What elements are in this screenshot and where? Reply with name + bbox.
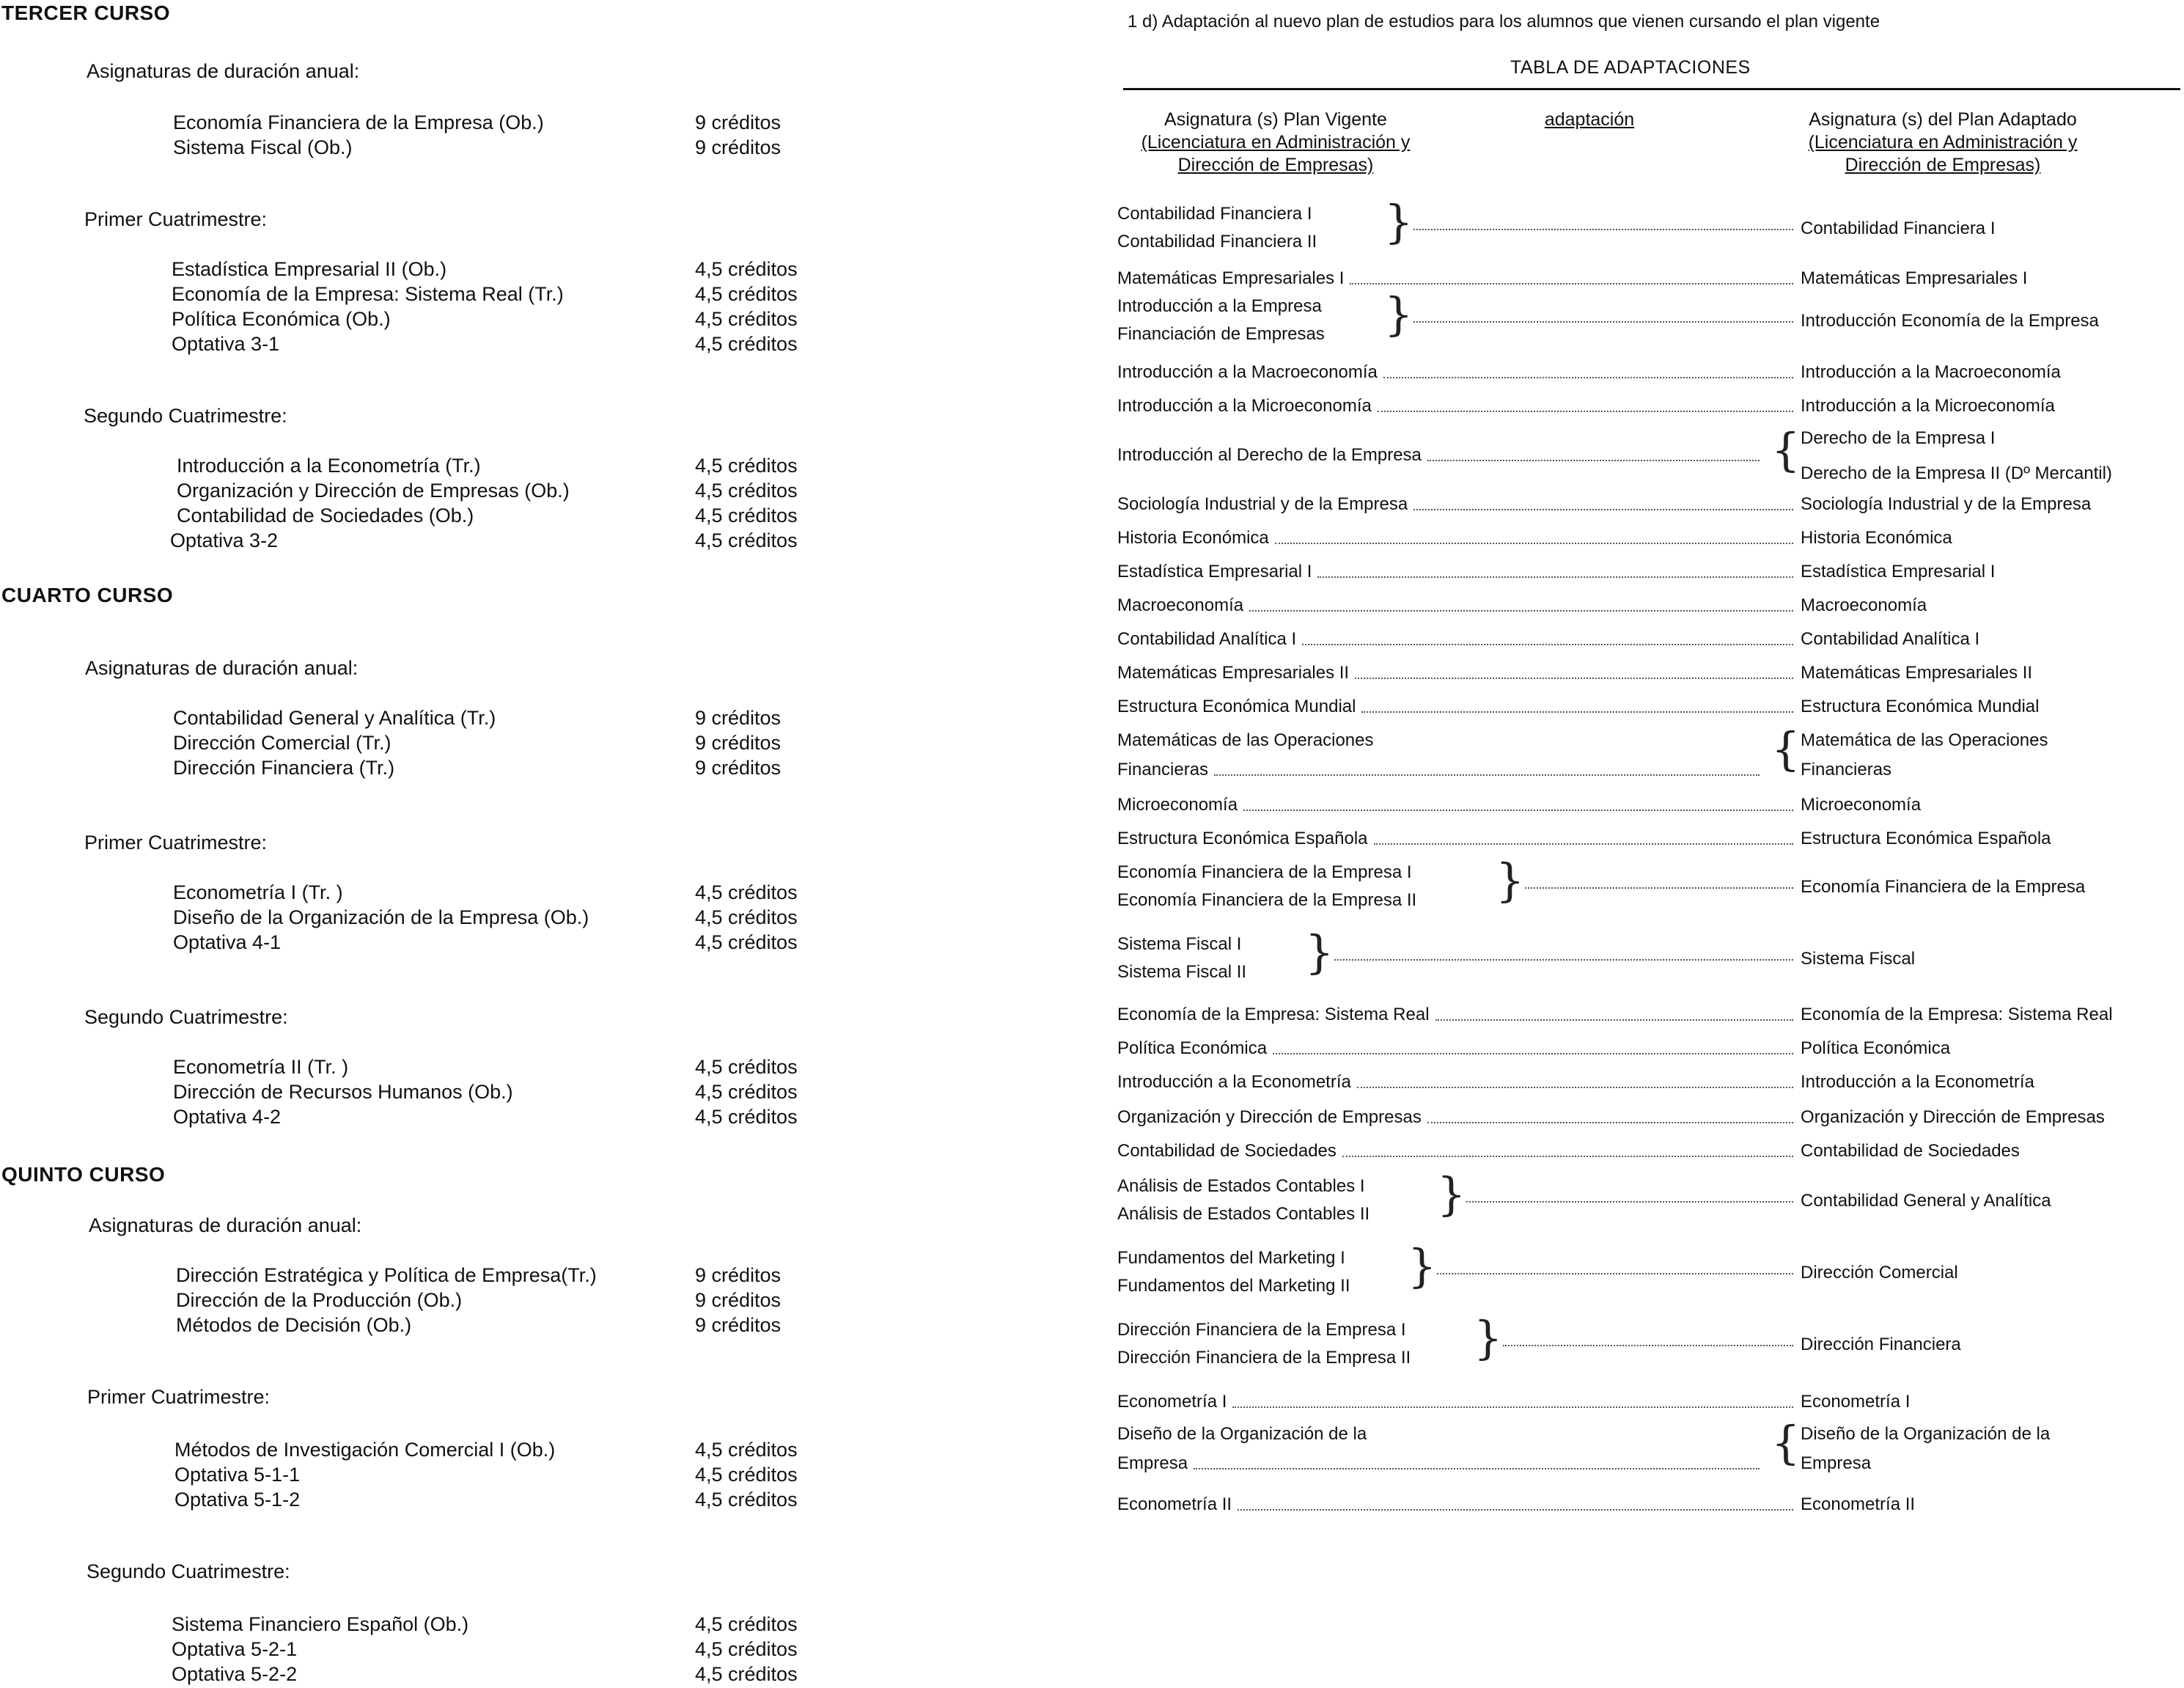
dotted-leader [1435, 1019, 1793, 1021]
subject-name: Contabilidad de Sociedades (Ob.) [177, 504, 474, 526]
dotted-leader [1342, 1156, 1793, 1157]
plan-vigente-subject: Dirección Financiera de la Empresa II [1117, 1348, 1411, 1368]
dotted-leader [1238, 1509, 1793, 1511]
subject-row [0, 1489, 880, 1513]
plan-adaptado-subject: Introducción a la Macroeconomía [1801, 362, 2061, 382]
dotted-leader [1334, 959, 1793, 961]
subject-credits: 4,5 créditos [695, 455, 798, 477]
subject-name: Política Económica (Ob.) [172, 308, 391, 330]
plan-vigente-subject: Estructura Económica Mundial [1117, 697, 1356, 716]
plan-vigente-subject: Dirección Financiera de la Empresa I [1117, 1320, 1406, 1340]
subject-credits: 9 créditos [695, 136, 782, 158]
subject-name: Dirección Comercial (Tr.) [173, 732, 391, 754]
header-col3-line3: Dirección de Empresas) [1845, 155, 2041, 175]
plan-adaptado-subject: Sociología Industrial y de la Empresa [1801, 494, 2092, 514]
dotted-leader [1275, 543, 1793, 544]
dotted-leader [1249, 610, 1793, 612]
table-row [1114, 195, 2184, 255]
plan-vigente-subject: Introducción a la Microeconomía [1117, 396, 1372, 416]
plan-vigente-subject: Estadística Empresarial I [1117, 562, 1312, 581]
plan-adaptado-subject: Macroeconomía [1801, 595, 1927, 615]
table-row [1114, 423, 2184, 487]
course-title-cuarto: CUARTO CURSO [1, 584, 174, 606]
subject-row [0, 1056, 880, 1081]
subject-credits: 4,5 créditos [695, 1056, 798, 1078]
subject-name: Optativa 5-2-2 [172, 1663, 298, 1685]
plan-vigente-subject: Empresa [1117, 1453, 1188, 1473]
subject-credits: 4,5 créditos [695, 881, 798, 903]
header-col-plan-vigente [1122, 109, 1430, 177]
subject-row [0, 757, 880, 782]
subject-row [0, 1613, 880, 1638]
plan-adaptado-subject: Financieras [1801, 760, 1892, 779]
subject-row [0, 1439, 880, 1464]
section-c2-quinto: Segundo Cuatrimestre: [87, 1560, 290, 1582]
subject-name: Dirección de la Producción (Ob.) [176, 1289, 463, 1311]
subject-name: Dirección Estratégica y Política de Empresa(Tr.) [176, 1264, 597, 1286]
subject-name: Organización y Dirección de Empresas (Ob.) [177, 480, 570, 502]
plan-vigente-subject: Política Económica [1117, 1038, 1268, 1058]
subject-name: Econometría II (Tr. ) [173, 1056, 349, 1078]
plan-vigente-subject: Microeconomía [1117, 795, 1238, 815]
subject-credits: 4,5 créditos [695, 529, 798, 551]
plan-vigente-subject: Análisis de Estados Contables II [1117, 1204, 1370, 1224]
subject-name: Dirección de Recursos Humanos (Ob.) [173, 1081, 513, 1103]
plan-vigente-subject: Matemáticas Empresariales II [1117, 663, 1350, 683]
subject-list-cuarto-anual [0, 707, 880, 782]
dotted-leader [1317, 576, 1793, 578]
table-row [1114, 1416, 2184, 1477]
subject-row [0, 136, 880, 161]
dotted-leader [1232, 1406, 1793, 1408]
section-c1-tercer: Primer Cuatrimestre: [84, 208, 268, 230]
plan-vigente-subject: Organización y Dirección de Empresas [1117, 1107, 1422, 1127]
table-row [1114, 1239, 2184, 1299]
section-anual-quinto: Asignaturas de duración anual: [89, 1214, 362, 1236]
plan-adaptado-subject: Introducción a la Microeconomía [1801, 396, 2055, 416]
subject-name: Métodos de Decisión (Ob.) [176, 1314, 412, 1336]
subject-credits: 4,5 créditos [695, 308, 798, 330]
subject-row [0, 258, 880, 283]
grouping-brace-icon: } [1384, 287, 1413, 341]
table-row [1114, 1494, 2184, 1519]
plan-vigente-subject: Matemáticas de las Operaciones [1117, 730, 1374, 750]
title-rule [1123, 88, 2180, 90]
table-row [1114, 1005, 2184, 1030]
dotted-leader [1427, 460, 1760, 461]
subject-row [0, 1638, 880, 1663]
plan-adaptado-subject: Estadística Empresarial I [1801, 562, 1996, 581]
subject-row [0, 1106, 880, 1131]
table-row [1114, 595, 2184, 620]
plan-vigente-subject: Matemáticas Empresariales I [1117, 268, 1345, 288]
subject-row [0, 455, 880, 480]
subject-list-tercer-c1 [0, 258, 880, 358]
subject-row [0, 480, 880, 504]
subject-name: Optativa 3-2 [170, 529, 279, 551]
plan-adaptado-subject: Diseño de la Organización de la [1801, 1424, 2051, 1444]
subject-credits: 9 créditos [695, 1264, 782, 1286]
plan-adaptado-subject: Microeconomía [1801, 795, 1922, 815]
subject-credits: 4,5 créditos [695, 1638, 798, 1660]
subject-name: Estadística Empresarial II (Ob.) [172, 258, 447, 280]
adaptation-note: 1 d) Adaptación al nuevo plan de estudios para los alumnos que vienen cursando el plan vigente [1128, 12, 1880, 32]
dotted-leader [1374, 843, 1793, 845]
grouping-brace-icon: { [1771, 1416, 1801, 1469]
dotted-leader [1361, 711, 1793, 713]
subject-credits: 4,5 créditos [695, 1081, 798, 1103]
plan-vigente-subject: Macroeconomía [1117, 595, 1244, 615]
subject-row [0, 881, 880, 906]
subject-credits: 4,5 créditos [695, 1439, 798, 1461]
subject-row [0, 931, 880, 956]
subject-row [0, 906, 880, 931]
subject-credits: 4,5 créditos [695, 1663, 798, 1685]
section-c2-tercer: Segundo Cuatrimestre: [84, 405, 287, 427]
subject-list-cuarto-c2 [0, 1056, 880, 1131]
table-row [1114, 287, 2184, 348]
grouping-brace-icon: { [1771, 722, 1801, 776]
subject-name: Diseño de la Organización de la Empresa (Ob.) [173, 906, 589, 928]
dotted-leader [1302, 644, 1793, 645]
plan-adaptado-subject: Economía Financiera de la Empresa [1801, 877, 2086, 897]
table-row [1114, 494, 2184, 519]
plan-adaptado-subject: Matemáticas Empresariales II [1801, 663, 2033, 683]
dotted-leader [1437, 1273, 1793, 1274]
left-column [0, 0, 1085, 1687]
dotted-leader [1413, 229, 1793, 230]
subject-credits: 4,5 créditos [695, 1464, 798, 1486]
plan-adaptado-subject: Econometría I [1801, 1392, 1911, 1412]
header-col1-line1: Asignatura (s) Plan Vigente [1164, 109, 1387, 130]
subject-credits: 4,5 créditos [695, 480, 798, 502]
subject-row [0, 529, 880, 554]
plan-vigente-subject: Financiación de Empresas [1117, 324, 1325, 344]
grouping-brace-icon: } [1305, 925, 1334, 979]
section-anual-cuarto: Asignaturas de duración anual: [85, 657, 359, 679]
dotted-leader [1503, 1345, 1793, 1346]
dotted-leader [1357, 1087, 1793, 1088]
plan-vigente-subject: Contabilidad Analítica I [1117, 629, 1297, 649]
table-row [1114, 1107, 2184, 1132]
dotted-leader [1273, 1053, 1793, 1054]
subject-row [0, 1464, 880, 1489]
plan-adaptado-subject: Contabilidad de Sociedades [1801, 1141, 2020, 1161]
table-row [1114, 362, 2184, 387]
plan-vigente-subject: Contabilidad de Sociedades [1117, 1141, 1336, 1161]
section-anual-tercer: Asignaturas de duración anual: [87, 60, 360, 82]
subject-list-quinto-c1 [0, 1439, 880, 1513]
plan-adaptado-subject: Econometría II [1801, 1494, 1916, 1514]
table-row [1114, 697, 2184, 722]
plan-vigente-subject: Economía Financiera de la Empresa I [1117, 862, 1412, 882]
subject-name: Contabilidad General y Analítica (Tr.) [173, 707, 496, 729]
dotted-leader [1427, 1122, 1793, 1123]
plan-adaptado-subject: Empresa [1801, 1453, 1872, 1473]
course-title-tercer: TERCER CURSO [1, 1, 171, 24]
header-col1-line2: (Licenciatura en Administración y [1141, 132, 1411, 153]
subject-list-quinto-c2 [0, 1613, 880, 1688]
subject-credits: 9 créditos [695, 732, 782, 754]
plan-adaptado-subject: Derecho de la Empresa I [1801, 428, 1996, 448]
table-row [1114, 795, 2184, 820]
plan-adaptado-subject: Contabilidad General y Analítica [1801, 1191, 2051, 1211]
subject-row [0, 504, 880, 529]
subject-name: Sistema Fiscal (Ob.) [173, 136, 353, 158]
subject-credits: 4,5 créditos [695, 906, 798, 928]
header-col-plan-adaptado [1774, 109, 2111, 177]
plan-adaptado-subject: Dirección Comercial [1801, 1263, 1958, 1282]
subject-credits: 4,5 créditos [695, 1613, 798, 1635]
subject-name: Econometría I (Tr. ) [173, 881, 343, 903]
subject-row [0, 283, 880, 308]
table-row [1114, 829, 2184, 854]
plan-vigente-subject: Introducción al Derecho de la Empresa [1117, 445, 1422, 465]
subject-credits: 4,5 créditos [695, 283, 798, 305]
plan-adaptado-subject: Sistema Fiscal [1801, 949, 1916, 969]
subject-row [0, 707, 880, 732]
grouping-brace-icon: } [1408, 1239, 1437, 1293]
plan-vigente-subject: Historia Económica [1117, 528, 1269, 548]
plan-vigente-subject: Sistema Fiscal I [1117, 934, 1242, 954]
subject-list-quinto-anual [0, 1264, 880, 1339]
table-row [1114, 268, 2184, 293]
subject-name: Métodos de Investigación Comercial I (Ob.) [174, 1439, 556, 1461]
subject-row [0, 308, 880, 333]
dotted-leader [1243, 810, 1793, 811]
grouping-brace-icon: } [1384, 195, 1413, 249]
subject-name: Economía Financiera de la Empresa (Ob.) [173, 111, 544, 133]
dotted-leader [1413, 509, 1793, 510]
plan-vigente-subject: Fundamentos del Marketing I [1117, 1248, 1345, 1268]
dotted-leader [1355, 678, 1793, 679]
plan-vigente-subject: Estructura Económica Española [1117, 829, 1368, 848]
header-col3-line2: (Licenciatura en Administración y [1808, 132, 2078, 153]
plan-adaptado-subject: Matemática de las Operaciones [1801, 730, 2048, 750]
subject-row [0, 333, 880, 358]
table-row [1114, 1141, 2184, 1166]
plan-vigente-subject: Introducción a la Macroeconomía [1117, 362, 1378, 382]
table-row [1114, 1072, 2184, 1097]
subject-row [0, 1264, 880, 1289]
subject-credits: 4,5 créditos [695, 1489, 798, 1511]
right-column [1114, 0, 2184, 1687]
subject-list-tercer-c2 [0, 455, 880, 554]
subject-row [0, 1081, 880, 1106]
header-col2: adaptación [1544, 109, 1635, 130]
plan-adaptado-subject: Introducción a la Econometría [1801, 1072, 2034, 1092]
subject-credits: 4,5 créditos [695, 333, 798, 355]
subject-credits: 4,5 créditos [695, 504, 798, 526]
plan-vigente-subject: Fundamentos del Marketing II [1117, 1276, 1350, 1296]
subject-name: Optativa 5-1-2 [174, 1489, 301, 1511]
table-row [1114, 854, 2184, 914]
subject-name: Introducción a la Econometría (Tr.) [177, 455, 481, 477]
subject-list-tercer-anual [0, 111, 880, 161]
plan-adaptado-subject: Derecho de la Empresa II (Dº Mercantil) [1801, 463, 2112, 483]
plan-adaptado-subject: Política Económica [1801, 1038, 1951, 1058]
section-c1-quinto: Primer Cuatrimestre: [87, 1386, 271, 1408]
grouping-brace-icon: } [1496, 854, 1525, 907]
plan-adaptado-subject: Contabilidad Financiera I [1801, 219, 1996, 238]
dotted-leader [1413, 321, 1793, 323]
plan-vigente-subject: Sistema Fiscal II [1117, 962, 1247, 982]
section-c2-cuarto: Segundo Cuatrimestre: [84, 1006, 288, 1028]
plan-adaptado-subject: Contabilidad Analítica I [1801, 629, 1980, 649]
header-col3-line1: Asignatura (s) del Plan Adaptado [1809, 109, 2077, 130]
subject-name: Optativa 5-2-1 [172, 1638, 298, 1660]
plan-adaptado-subject: Estructura Económica Española [1801, 829, 2051, 848]
subject-credits: 9 créditos [695, 1289, 782, 1311]
grouping-brace-icon: { [1771, 423, 1801, 477]
subject-credits: 9 créditos [695, 757, 782, 779]
subject-name: Dirección Financiera (Tr.) [173, 757, 395, 779]
subject-credits: 9 créditos [695, 1314, 782, 1336]
plan-vigente-subject: Sociología Industrial y de la Empresa [1117, 494, 1408, 514]
dotted-leader [1383, 377, 1793, 378]
subject-row [0, 111, 880, 136]
table-row [1114, 1311, 2184, 1371]
dotted-leader [1350, 283, 1793, 285]
subject-row [0, 1289, 880, 1314]
plan-vigente-subject: Financieras [1117, 760, 1209, 779]
subject-name: Economía de la Empresa: Sistema Real (Tr.) [172, 283, 564, 305]
table-title: TABLA DE ADAPTACIONES [1510, 57, 1751, 78]
grouping-brace-icon: } [1437, 1167, 1466, 1221]
table-row [1114, 663, 2184, 688]
subject-name: Optativa 5-1-1 [174, 1464, 301, 1486]
plan-vigente-subject: Diseño de la Organización de la [1117, 1424, 1367, 1444]
plan-adaptado-subject: Historia Económica [1801, 528, 1952, 548]
subject-row [0, 1663, 880, 1688]
plan-vigente-subject: Introducción a la Econometría [1117, 1072, 1351, 1092]
table-row [1114, 528, 2184, 553]
plan-adaptado-subject: Estructura Económica Mundial [1801, 697, 2040, 716]
dotted-leader [1194, 1468, 1760, 1469]
plan-vigente-subject: Contabilidad Financiera II [1117, 232, 1317, 252]
plan-adaptado-subject: Dirección Financiera [1801, 1335, 1961, 1354]
subject-credits: 4,5 créditos [695, 258, 798, 280]
table-row [1114, 562, 2184, 587]
course-title-quinto: QUINTO CURSO [1, 1163, 166, 1186]
subject-credits: 9 créditos [695, 111, 782, 133]
table-row [1114, 1038, 2184, 1063]
subject-name: Sistema Financiero Español (Ob.) [172, 1613, 469, 1635]
grouping-brace-icon: } [1474, 1311, 1503, 1365]
section-c1-cuarto: Primer Cuatrimestre: [84, 832, 268, 854]
subject-name: Optativa 3-1 [172, 333, 280, 355]
subject-row [0, 732, 880, 757]
plan-adaptado-subject: Economía de la Empresa: Sistema Real [1801, 1005, 2113, 1024]
plan-vigente-subject: Análisis de Estados Contables I [1117, 1176, 1365, 1196]
subject-credits: 4,5 créditos [695, 931, 798, 953]
dotted-leader [1214, 774, 1760, 776]
subject-credits: 9 créditos [695, 707, 782, 729]
dotted-leader [1466, 1201, 1793, 1203]
subject-name: Optativa 4-2 [173, 1106, 282, 1128]
plan-vigente-subject: Econometría II [1117, 1494, 1232, 1514]
dotted-leader [1378, 411, 1793, 412]
subject-list-cuarto-c1 [0, 881, 880, 956]
plan-adaptado-subject: Matemáticas Empresariales I [1801, 268, 2028, 288]
subject-name: Optativa 4-1 [173, 931, 282, 953]
table-row [1114, 1392, 2184, 1417]
plan-adaptado-subject: Organización y Dirección de Empresas [1801, 1107, 2105, 1127]
table-row [1114, 1167, 2184, 1228]
plan-adaptado-subject: Introducción Economía de la Empresa [1801, 311, 2099, 331]
plan-vigente-subject: Economía de la Empresa: Sistema Real [1117, 1005, 1430, 1024]
header-col1-line3: Dirección de Empresas) [1177, 155, 1374, 175]
table-row [1114, 925, 2184, 986]
header-col-adaptacion [1531, 109, 1648, 131]
plan-vigente-subject: Econometría I [1117, 1392, 1227, 1412]
table-row [1114, 396, 2184, 421]
plan-vigente-subject: Introducción a la Empresa [1117, 296, 1322, 316]
plan-vigente-subject: Economía Financiera de la Empresa II [1117, 890, 1417, 910]
table-row [1114, 722, 2184, 783]
plan-vigente-subject: Contabilidad Financiera I [1117, 204, 1312, 224]
subject-row [0, 1314, 880, 1339]
subject-credits: 4,5 créditos [695, 1106, 798, 1128]
table-row [1114, 629, 2184, 654]
dotted-leader [1525, 887, 1793, 889]
